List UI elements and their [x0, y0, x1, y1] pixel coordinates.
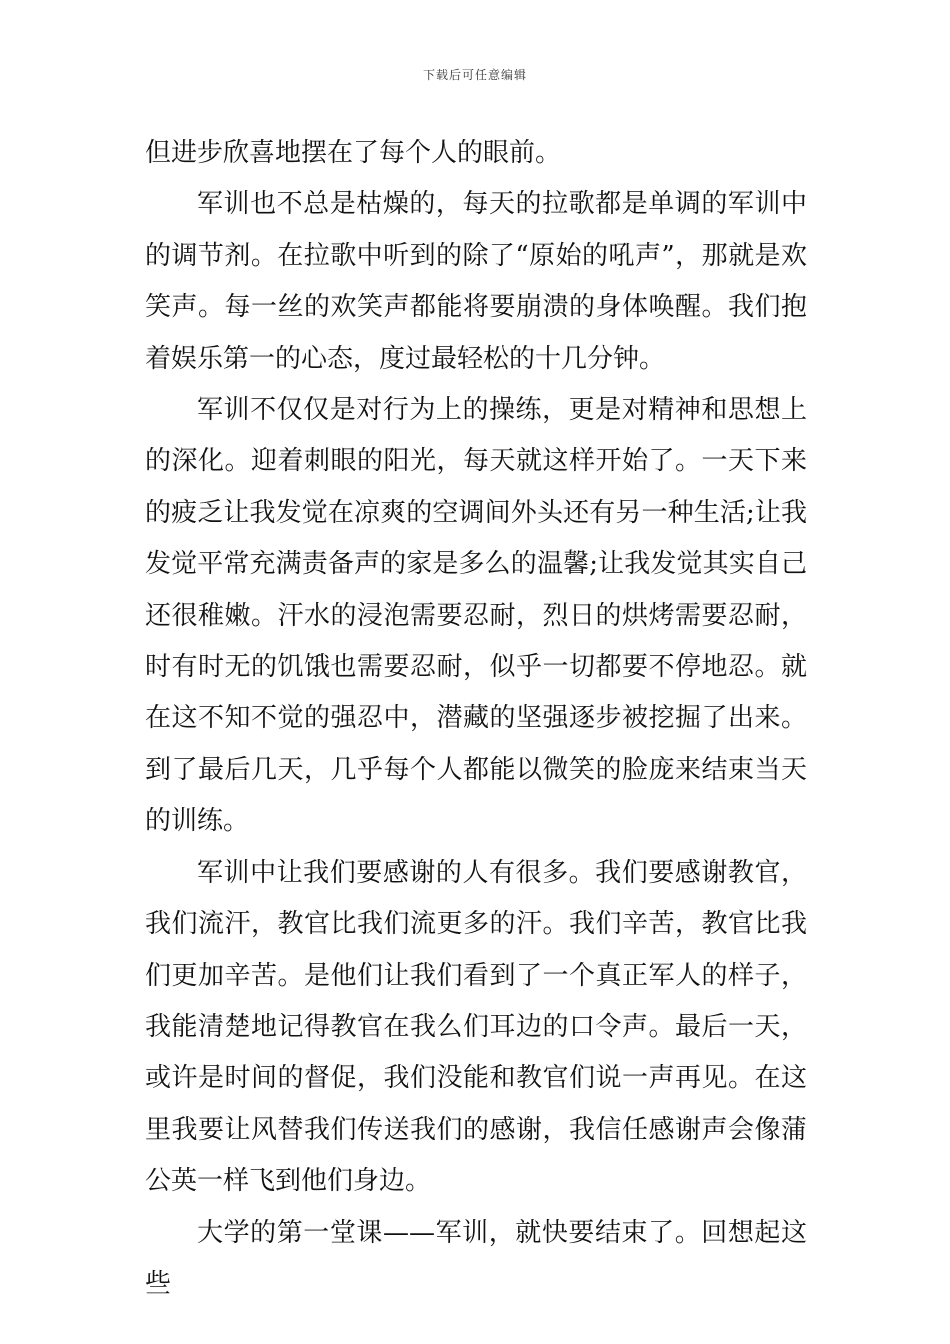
paragraph-4: 军训中让我们要感谢的人有很多。我们要感谢教官，我们流汗，教官比我们流更多的汗。我们辛苦，教官比我们更加辛苦。是他们让我们看到了一个真正军人的样子，我能清楚地记得教官在我么们耳边的口令声。最后一天，或许是时间的督促，我们没能和教官们说一声再见。在这里我要让风替我们传送我们的感谢，我信任感谢声会像蒲公英一样飞到他们身边。 [145, 857, 807, 1197]
paragraph-5: 大学的第一堂课——军训，就快要结束了。回想起这些 [145, 1217, 807, 1299]
page-header: 下载后可任意编辑 [422, 68, 527, 82]
paragraph-1: 但进步欣喜地摆在了每个人的眼前。 [145, 138, 562, 168]
paragraph-2: 军训也不总是枯燥的，每天的拉歌都是单调的军训中的调节剂。在拉歌中听到的除了“原始的吼声”，那就是欢笑声。每一丝的欢笑声都能将要崩溃的身体唤醒。我们抱着娱乐第一的心态，度过最轻松的十几分钟。 [145, 189, 807, 374]
paragraph-3: 军训不仅仅是对行为上的操练，更是对精神和思想上的深化。迎着刺眼的阳光，每天就这样开始了。一天下来的疲乏让我发觉在凉爽的空调间外头还有另一种生活;让我发觉平常充满责备声的家是多么的温馨;让我发觉其实自己还很稚嫩。汗水的浸泡需要忍耐，烈日的烘烤需要忍耐，时有时无的饥饿也需要忍耐，似乎一切都要不停地忍。就在这不知不觉的强忍中，潜藏的坚强逐步被挖掘了出来。到了最后几天，几乎每个人都能以微笑的脸庞来结束当天的训练。 [145, 395, 807, 837]
document-body [145, 128, 807, 1310]
